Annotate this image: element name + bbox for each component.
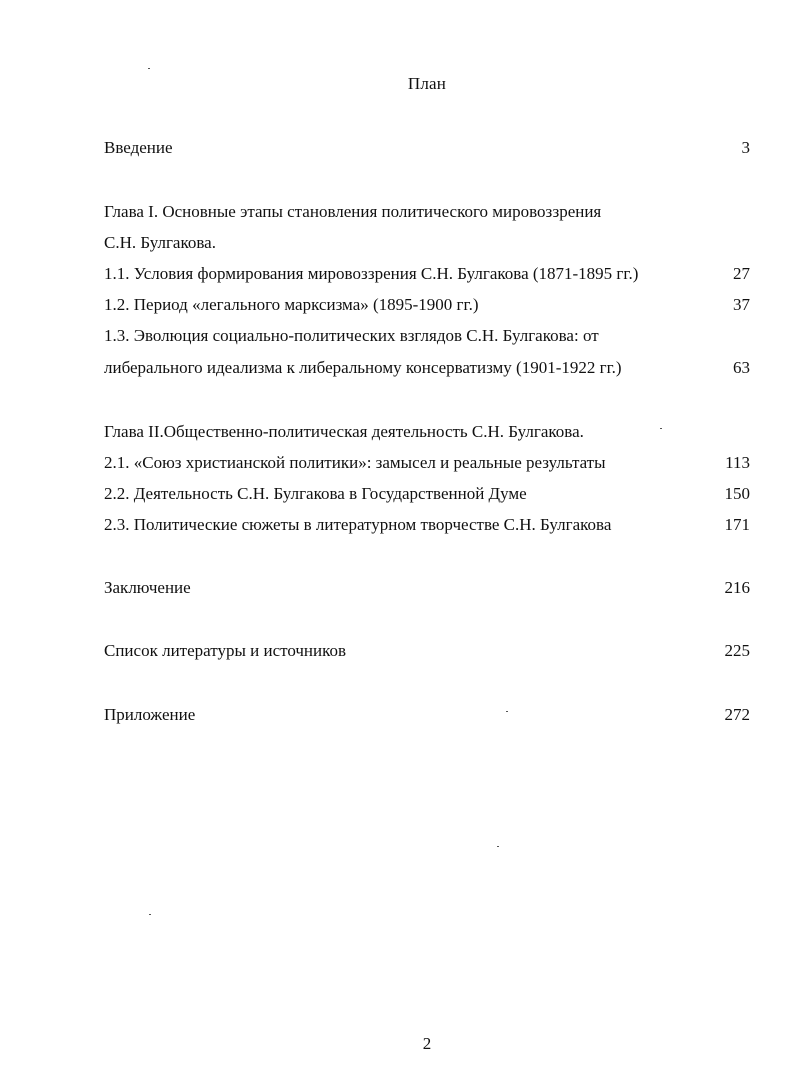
toc-entry-label: Приложение (104, 705, 196, 724)
toc-chapter-label: Глава I. Основные этапы становления политического мировоззрения (104, 202, 602, 221)
toc-entry-page: 171 (724, 515, 750, 534)
scan-speck (148, 68, 150, 69)
toc-entry-page: 225 (724, 641, 750, 660)
toc-entry-2-1 (104, 452, 750, 474)
toc-chapter2-title (104, 421, 750, 443)
scan-speck (497, 846, 499, 847)
toc-entry-intro (104, 137, 750, 159)
toc-entry-2-2 (104, 483, 750, 505)
toc-entry-page: 3 (741, 138, 750, 157)
toc-entry-label: 2.1. «Союз христианской политики»: замысел и реальные результаты (104, 453, 606, 472)
toc-entry-bibliography (104, 640, 750, 662)
toc-entry-page: 113 (725, 453, 750, 472)
scan-speck (506, 711, 508, 712)
scan-speck (149, 914, 151, 915)
toc-entry-page: 27 (733, 264, 750, 283)
toc-entry-1-1 (104, 263, 750, 285)
toc-entry-page: 37 (733, 295, 750, 314)
toc-entry-label: 2.3. Политические сюжеты в литературном творчестве С.Н. Булгакова (104, 515, 612, 534)
page-title: План (407, 74, 447, 93)
toc-entry-1-3-line1 (104, 325, 750, 347)
toc-entry-label: Введение (104, 138, 173, 157)
toc-entry-label: 1.2. Период «легального марксизма» (1895-1900 гг.) (104, 295, 479, 314)
toc-entry-label: Заключение (104, 578, 191, 597)
toc-entry-label: 1.1. Условия формирования мировоззрения С.Н. Булгакова (1871-1895 гг.) (104, 264, 639, 283)
toc-entry-page: 272 (724, 705, 750, 724)
toc-entry-label: либерального идеализма к либеральному консерватизму (1901-1922 гг.) (104, 358, 622, 377)
toc-entry-label: 1.3. Эволюция социально-политических взглядов С.Н. Булгакова: от (104, 326, 599, 345)
scan-speck (660, 428, 662, 429)
toc-entry-label: Список литературы и источников (104, 641, 347, 660)
toc-entry-page: 216 (724, 578, 750, 597)
toc-chapter-label: Глава II.Общественно-политическая деятельность С.Н. Булгакова. (104, 422, 584, 441)
toc-entry-conclusion (104, 577, 750, 599)
toc-chapter1-title-line1 (104, 201, 750, 223)
toc-entry-1-3-line2 (104, 357, 750, 379)
page-number: 2 (422, 1034, 432, 1053)
toc-entry-label: 2.2. Деятельность С.Н. Булгакова в Государственной Думе (104, 484, 527, 503)
toc-entry-2-3 (104, 514, 750, 536)
toc-entry-1-2 (104, 294, 750, 316)
toc-entry-page: 63 (733, 358, 750, 377)
toc-chapter1-title-line2 (104, 232, 750, 254)
toc-entry-appendix (104, 704, 750, 726)
toc-entry-page: 150 (724, 484, 750, 503)
toc-chapter-label: С.Н. Булгакова. (104, 233, 216, 252)
